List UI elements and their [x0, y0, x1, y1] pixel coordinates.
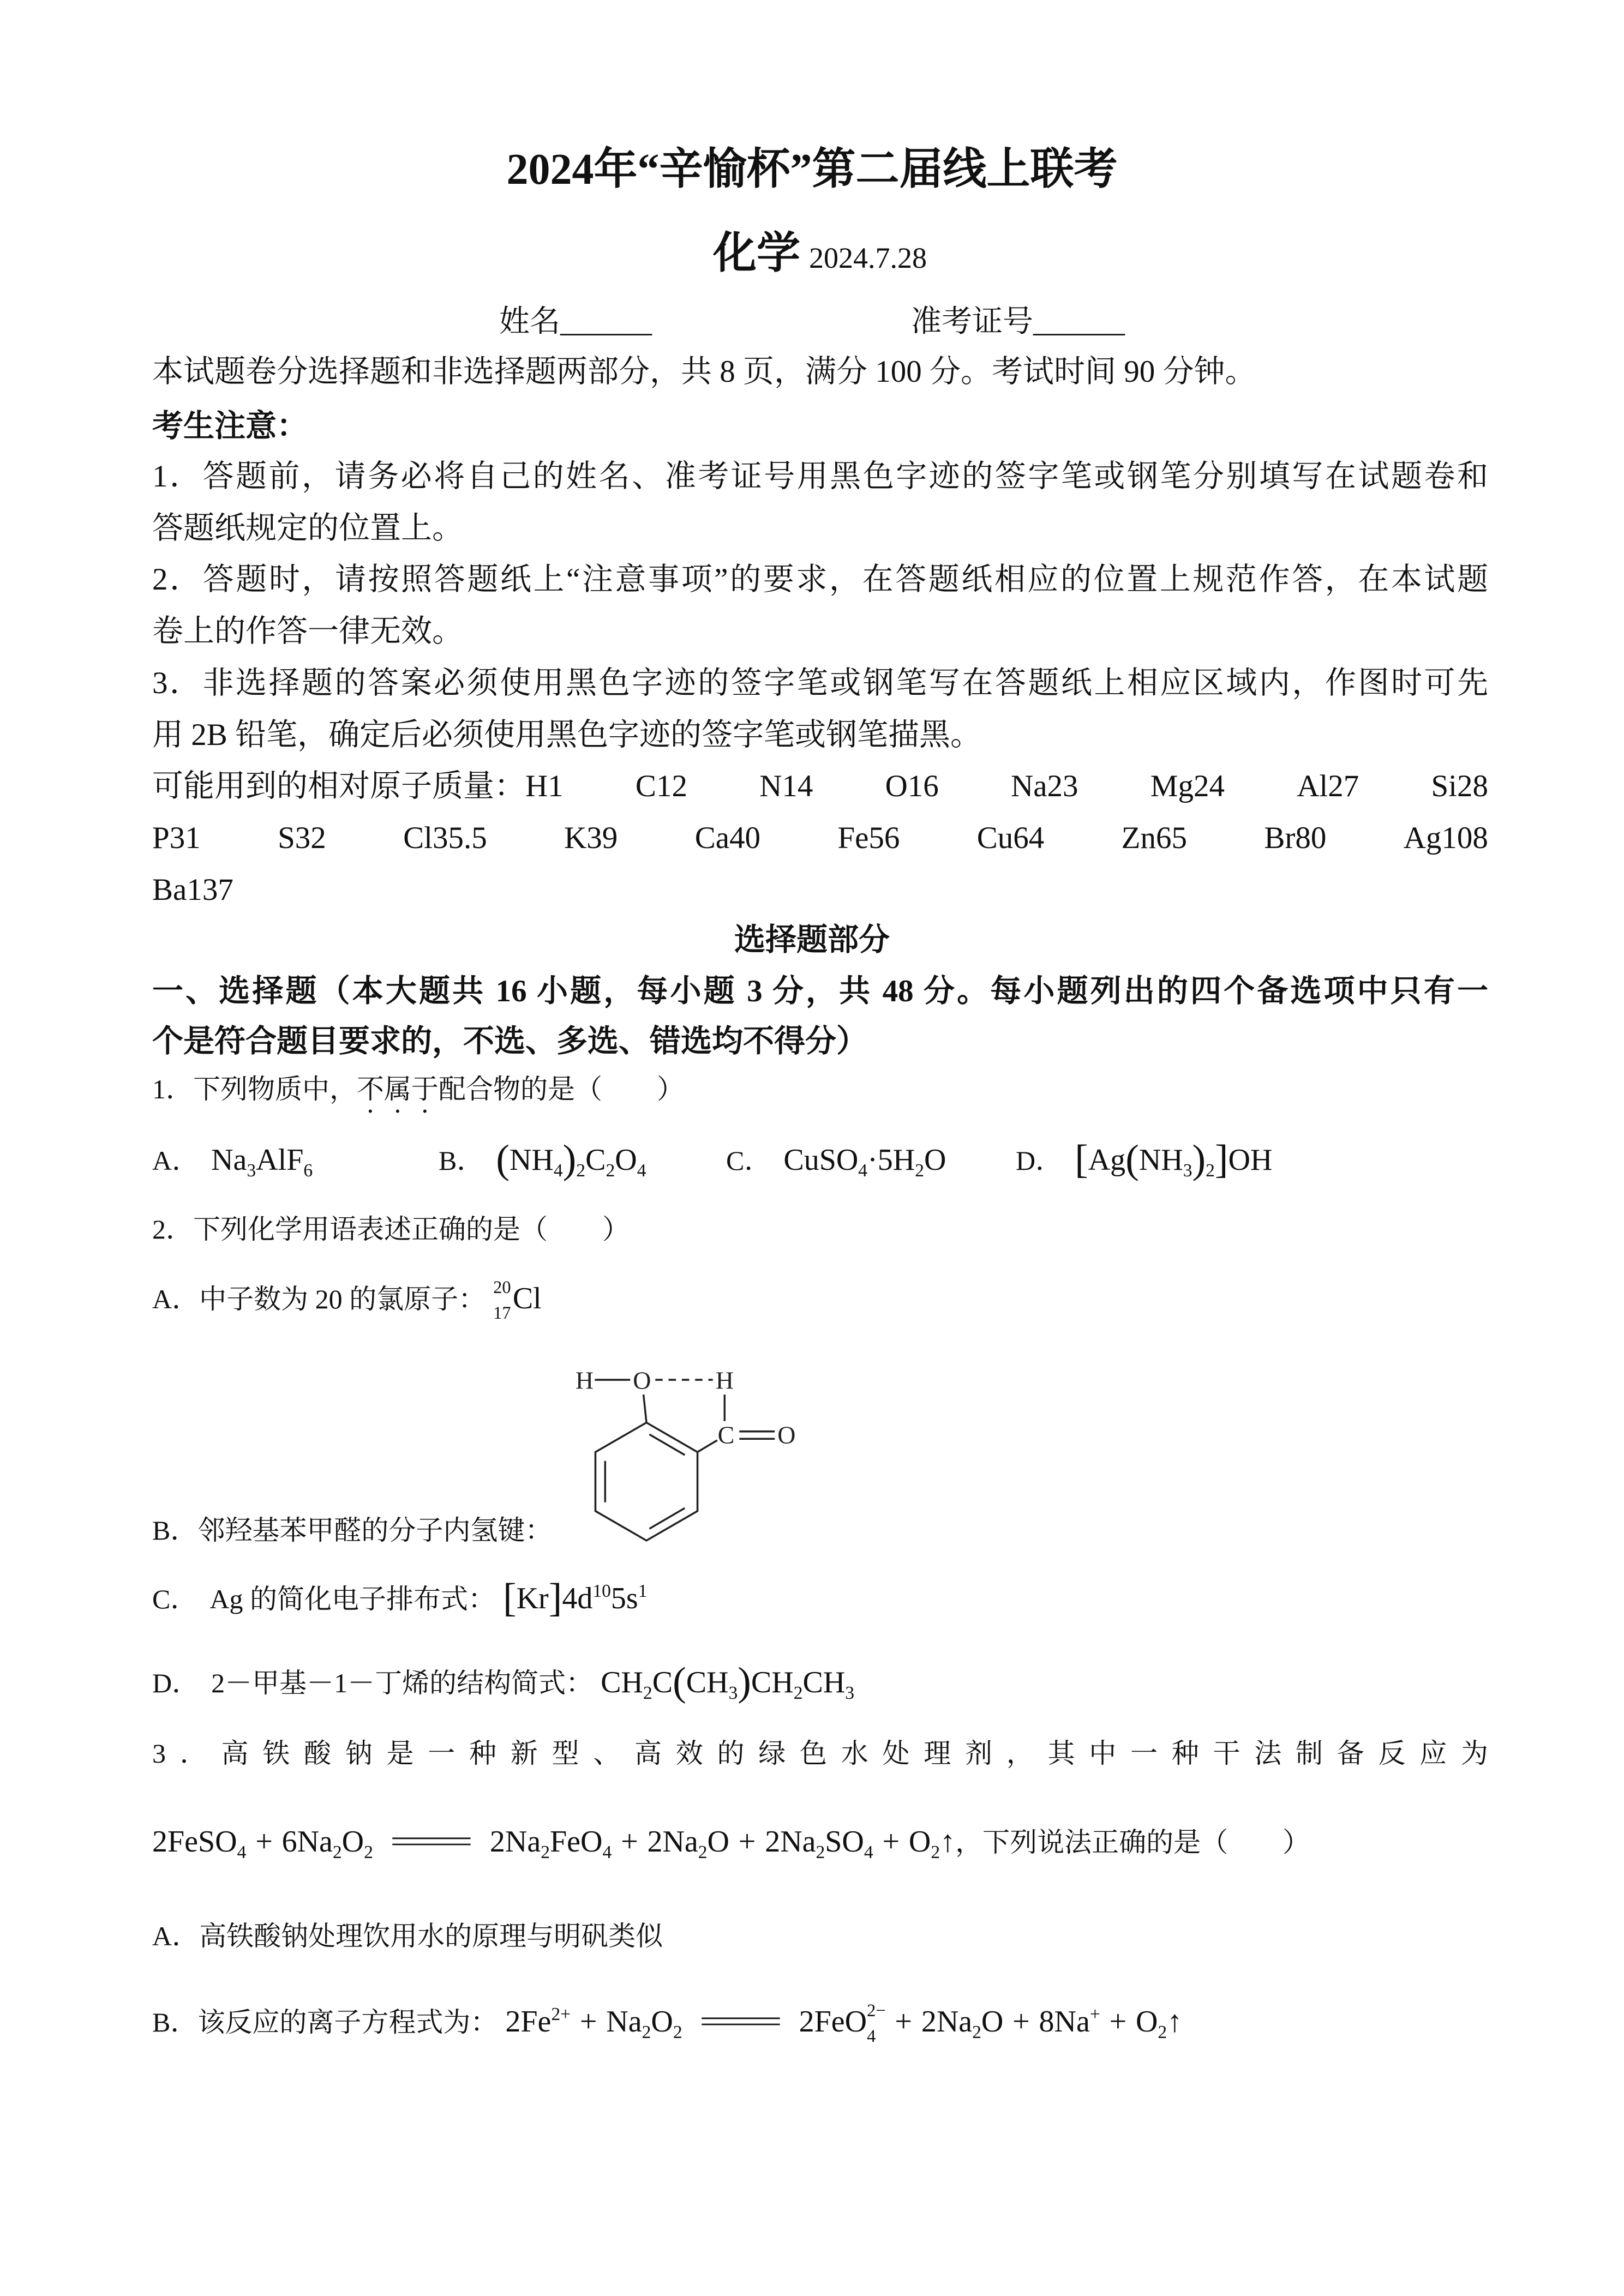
atomic-mass-item: Br80 [1264, 821, 1327, 855]
option-formula [211, 1143, 313, 1181]
option-label: A． [152, 1284, 200, 1314]
formula-superscript: 2+ [551, 2004, 571, 2025]
atomic-mass-label: 可能用到的相对原子质量： [152, 769, 525, 803]
atomic-mass-item: Zn65 [1121, 821, 1187, 855]
formula-subscript: 2 [915, 1160, 924, 1181]
formula-text: OH [1228, 1143, 1273, 1177]
equals-glyph: = [693, 2005, 788, 2039]
hydroxyl-hydrogen-atom: H [575, 1366, 594, 1395]
formula-operator: + [621, 1825, 638, 1859]
option-formula [1075, 1137, 1273, 1182]
atomic-mass-row [152, 765, 1488, 808]
formula-text: ↑ [940, 1825, 956, 1859]
formula-text: Kr [516, 1582, 549, 1615]
notice-line: 用 2B 铅笔，确定后必须使用黑色字迹的签字笔或钢笔描黑。 [152, 718, 982, 752]
formula-subscript: 4 [602, 1842, 612, 1862]
formula-operator: + [255, 1825, 273, 1859]
formula-text: Na [606, 2005, 642, 2039]
question-1-stem [152, 1067, 1488, 1111]
formula-operator: + [895, 2005, 913, 2039]
question-1-option-d [1016, 1135, 1272, 1185]
reaction-equation [152, 1825, 956, 1862]
ring-o-bond [644, 1395, 646, 1422]
atomic-mass-item: Cu64 [976, 821, 1045, 855]
formula-subscript: 2 [606, 1160, 615, 1181]
formula-subscript: 4 [237, 1842, 247, 1862]
option-formula [783, 1143, 946, 1181]
notice-line: 3．非选择题的答案必须使用黑色字迹的签字笔或钢笔写在答题纸上相应区域内，作图时可先 [152, 666, 1488, 700]
atomic-number: 17 [493, 1303, 511, 1324]
question-1-stem-end: 配合物的是（ ） [439, 1074, 684, 1104]
formula-subscript: 3 [247, 1160, 256, 1181]
option-label: C． [152, 1584, 198, 1614]
formula-text: O [651, 2005, 673, 2039]
atomic-mass-item: P31 [152, 821, 201, 855]
atomic-mass-item: Al27 [1297, 769, 1359, 803]
option-label: B． [439, 1145, 484, 1176]
formula-text: NH [509, 1143, 554, 1177]
option-label: D． [152, 1668, 200, 1698]
atomic-mass-item: S32 [278, 821, 326, 855]
formula-text: NH [1138, 1143, 1183, 1177]
notice-line: 答题纸规定的位置上。 [152, 511, 463, 545]
formula-subscript: 2 [576, 1160, 586, 1181]
formula-subscript: 4 [553, 1160, 563, 1181]
formula-text: CH [802, 1666, 846, 1699]
formula-subscript: 2 [673, 2022, 682, 2042]
atomic-mass-item: Si28 [1431, 769, 1488, 803]
formula-text: O [615, 1143, 637, 1177]
formula-text: 2FeSO [152, 1825, 237, 1859]
question-1-option-c [726, 1135, 946, 1185]
question-1-option-b [439, 1135, 646, 1185]
subject-label: 化学 [713, 230, 800, 278]
atomic-mass-item: Na23 [1011, 769, 1078, 803]
formula-superscript: + [1089, 2004, 1100, 2025]
formula-text: 6Na [281, 1825, 333, 1859]
formula-subscript: 2 [364, 1842, 373, 1862]
question-3-stem: 3．高铁酸钠是一种新型、高效的绿色水处理剂，其中一种干法制备反应为 [152, 1738, 1488, 1769]
formula-text: 2Fe [505, 2005, 552, 2039]
formula-text: C [585, 1143, 606, 1177]
option-label: A． [152, 1921, 200, 1951]
question-3-equation-line [152, 1817, 1488, 1866]
hydroxyl-oxygen-atom: O [633, 1366, 651, 1395]
formula-text: O [341, 1825, 364, 1859]
formula-bracket: ] [1214, 1137, 1229, 1182]
formula-bracket: ) [1192, 1137, 1206, 1182]
question-2-option-c [152, 1574, 1488, 1623]
formula-operator: + [1109, 2005, 1127, 2039]
formula-superscript: 2− [867, 2001, 886, 2021]
option-text: 中子数为 20 的氯原子： [199, 1284, 486, 1314]
option-label: B． [152, 2007, 198, 2037]
exam-id-field: 准考证号______ [911, 305, 1125, 339]
atomic-mass-item: K39 [564, 821, 618, 855]
formula-bracket: ) [738, 1659, 751, 1704]
option-text: 高铁酸钠处理饮用水的原理与明矾类似 [199, 1921, 663, 1951]
formula-text: CH [751, 1666, 794, 1699]
section-instructions: 一、选择题（本大题共 16 小题，每小题 3 分，共 48 分。每小题列出的四个备选项中只有一 [152, 974, 1488, 1008]
notice-line: 1．答题前，请务必将自己的姓名、准考证号用黑色字迹的签字笔或钢笔分别填写在试题卷和 [152, 459, 1488, 494]
atomic-mass-item: Mg24 [1150, 769, 1225, 803]
atomic-mass-first [152, 765, 564, 808]
formula-text: 8Na [1039, 2005, 1090, 2039]
formula-bracket: [ [502, 1575, 517, 1620]
formula-bracket: ( [673, 1659, 686, 1704]
formula-text: 4d [562, 1582, 593, 1615]
formula-text: ↑ [1167, 2005, 1183, 2039]
formula-text: 2FeO [799, 2005, 867, 2039]
formula-bracket: ) [562, 1137, 577, 1182]
formula-text: ·5H [867, 1143, 915, 1177]
ring-c-bond [698, 1440, 717, 1452]
formula-text: O [981, 2005, 1004, 2039]
question-2-option-a [152, 1274, 1488, 1323]
formula-subscript: 2 [642, 2022, 651, 2042]
question-1-option-a [152, 1135, 313, 1185]
aldehyde-carbon-atom: C [717, 1421, 735, 1449]
notice-line: 2．答题时，请按照答题纸上“注意事项”的要求，在答题纸相应的位置上规范作答，在本试题 [152, 562, 1488, 597]
formula-subscript: 4 [637, 1160, 646, 1181]
formula-subscript: 2 [332, 1842, 342, 1862]
formula-operator: + [1012, 2005, 1030, 2039]
atomic-mass-item: C12 [635, 769, 687, 803]
formula-text: CH [686, 1666, 729, 1699]
formula-subscript: 6 [303, 1160, 313, 1181]
section-instructions: 个是符合题目要求的，不选、多选、错选均不得分） [152, 1024, 867, 1059]
formula-subscript: 2 [541, 1842, 550, 1862]
formula-subscript: 3 [728, 1682, 738, 1703]
atomic-mass-item: Ca40 [694, 821, 761, 855]
question-1-emphasis: 不属于 [357, 1074, 439, 1104]
option-label: D． [1016, 1145, 1063, 1176]
atomic-mass-item: H1 [525, 769, 564, 803]
formula-text: FeO [550, 1825, 603, 1859]
formula-subscript: 4 [867, 2027, 876, 2047]
formula-superscript: 10 [592, 1581, 611, 1602]
formula-subscript: 3 [845, 1682, 855, 1703]
formula-operator: + [738, 1825, 756, 1859]
formula-subscript: 4 [864, 1842, 873, 1862]
section-title: 选择题部分 [734, 923, 890, 957]
ionic-equation [505, 2001, 1183, 2047]
formula-subscript: 4 [858, 1160, 868, 1181]
formula-bracket: ( [1125, 1137, 1139, 1182]
equals-glyph: = [384, 1825, 479, 1859]
formula-subscript: 2 [931, 1842, 940, 1862]
atomic-mass-item: Cl35.5 [403, 821, 487, 855]
structural-formula [601, 1659, 855, 1704]
formula-subscript: 2 [1158, 2022, 1167, 2042]
formula-subscript: 2 [1206, 1160, 1215, 1181]
atomic-mass-item: O16 [885, 769, 939, 803]
exam-title: 2024年“辛愉杯”第二届线上联考 [506, 146, 1118, 194]
formula-text: CuSO [783, 1143, 859, 1177]
formula-text: Na [211, 1143, 247, 1177]
option-label: B． [152, 1515, 198, 1546]
atomic-mass-item: N14 [759, 769, 813, 803]
option-label: C． [726, 1145, 772, 1176]
formula-bracket: ( [496, 1137, 510, 1182]
long-equals-sign [380, 1826, 483, 1857]
option-text: Ag 的简化电子排布式： [209, 1584, 495, 1614]
atomic-mass-item: Fe56 [837, 821, 900, 855]
question-2-option-b [152, 1508, 1488, 1552]
formula-text: Cl [512, 1282, 542, 1315]
formula-text: O [908, 1825, 931, 1859]
intro-text: 本试题卷分选择题和非选择题两部分，共 8 页，满分 100 分。考试时间 90 分钟。 [152, 354, 1256, 389]
formula-subscript: 2 [972, 2022, 981, 2042]
formula-charge-and-index [867, 1998, 886, 2049]
subject-row [713, 226, 927, 281]
formula-bracket: [ [1075, 1137, 1088, 1182]
exam-date: 2024.7.28 [809, 242, 927, 274]
formula-text: C [652, 1666, 673, 1699]
question-3-option-b [152, 1997, 1488, 2046]
nuclide-symbol [493, 1278, 542, 1324]
notice-heading: 考生注意： [152, 409, 308, 443]
long-equals-sign [689, 2006, 793, 2037]
formula-text: 2Na [647, 1825, 698, 1859]
formula-text: AlF [256, 1143, 304, 1177]
formula-text: O [707, 1825, 729, 1859]
atomic-mass-item: Ag108 [1403, 821, 1488, 855]
formula-subscript: 2 [816, 1842, 825, 1862]
question-3-stem-tail: ，下列说法正确的是（ ） [955, 1827, 1310, 1858]
formula-text: 5s [610, 1582, 638, 1615]
formula-text: 2Na [921, 2005, 973, 2039]
notice-line: 卷上的作答一律无效。 [152, 614, 463, 648]
option-text: 邻羟基苯甲醛的分子内氢键： [197, 1515, 553, 1546]
question-3-option-a [152, 1914, 1488, 1958]
aldehyde-hydrogen-atom: H [715, 1366, 734, 1395]
formula-operator: + [882, 1825, 900, 1859]
question-1-stem-start: 1．下列物质中， [152, 1074, 357, 1104]
formula-text: CH [601, 1666, 643, 1699]
formula-text: SO [825, 1825, 864, 1859]
formula-bracket: ] [548, 1575, 562, 1620]
formula-text: Ag [1088, 1143, 1126, 1177]
question-2-option-d [152, 1658, 1488, 1707]
option-formula [496, 1137, 646, 1182]
option-label: A． [152, 1145, 200, 1176]
formula-text: O [1135, 2005, 1158, 2039]
mass-number: 20 [493, 1278, 511, 1298]
question-1-options [152, 1135, 1488, 1185]
formula-subscript: 2 [643, 1682, 652, 1703]
formula-superscript: 1 [638, 1581, 648, 1602]
formula-text: 2Na [489, 1825, 541, 1859]
formula-subscript: 2 [793, 1682, 803, 1703]
formula-text: 2Na [765, 1825, 816, 1859]
option-text: 该反应的离子方程式为： [197, 2007, 498, 2037]
option-text: 2－甲基－1－丁烯的结构简式： [211, 1668, 594, 1698]
formula-subscript: 2 [698, 1842, 708, 1862]
formula-text: O [924, 1143, 946, 1177]
nuclide-numbers [493, 1275, 511, 1326]
question-2-stem: 2．下列化学用语表述正确的是（ ） [152, 1214, 630, 1245]
atomic-mass-row [152, 816, 1488, 860]
formula-operator: + [579, 2005, 597, 2039]
atomic-mass-item: Ba137 [152, 873, 233, 907]
aldehyde-oxygen-atom: O [777, 1421, 796, 1449]
formula-subscript: 3 [1183, 1160, 1192, 1181]
name-field: 姓名______ [499, 305, 652, 339]
electron-configuration [502, 1575, 648, 1620]
ring-double-bond [649, 1434, 685, 1455]
